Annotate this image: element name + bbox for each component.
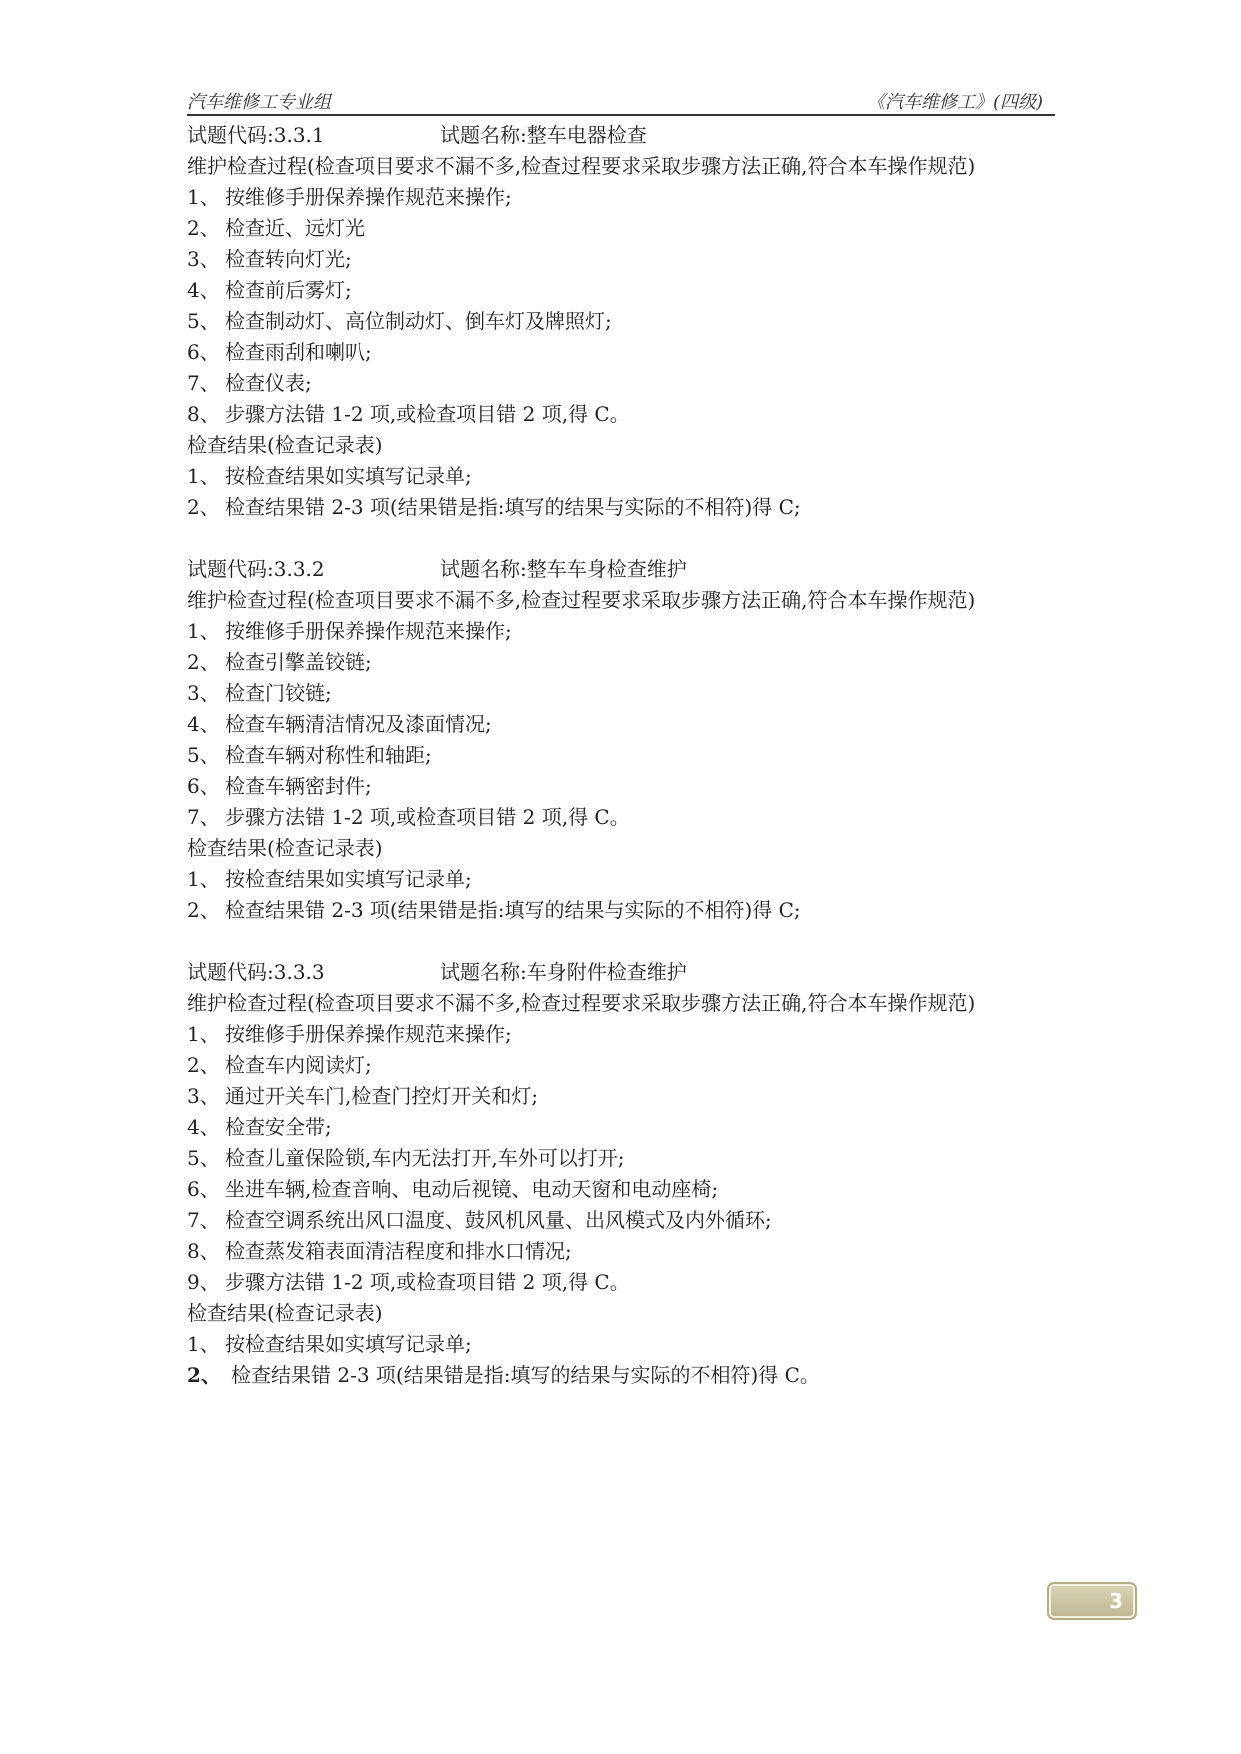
item-text: 检查门铰链; xyxy=(225,681,332,705)
item-number: 2、 xyxy=(187,1053,220,1077)
list-item xyxy=(187,275,1059,306)
item-number: 3、 xyxy=(187,681,220,705)
item-number: 4、 xyxy=(187,712,220,736)
process-title: 维护检查过程(检查项目要求不漏不多,检查过程要求采取步骤方法正确,符合本车操作规范) xyxy=(187,991,976,1015)
item-number: 3、 xyxy=(187,247,220,271)
list-item xyxy=(187,244,1059,275)
item-text: 检查安全带; xyxy=(225,1115,332,1139)
question-name: 试题名称:车身附件检查维护 xyxy=(440,960,687,984)
item-text: 检查引擎盖铰链; xyxy=(225,650,372,674)
item-number: 1、 xyxy=(187,185,220,209)
item-number: 3、 xyxy=(187,1084,220,1108)
list-item xyxy=(187,1267,1059,1298)
list-item xyxy=(187,771,1059,802)
result-title: 检查结果(检查记录表) xyxy=(187,836,383,860)
item-number: 2、 xyxy=(187,495,220,519)
item-number: 6、 xyxy=(187,774,220,798)
list-item xyxy=(187,616,1059,647)
list-item xyxy=(187,1329,1059,1360)
list-item xyxy=(187,306,1059,337)
list-item xyxy=(187,492,1059,523)
section-spacer xyxy=(187,926,1059,957)
item-number: 7、 xyxy=(187,1208,220,1232)
list-item xyxy=(187,461,1059,492)
list-item xyxy=(187,1360,1059,1391)
item-number: 5、 xyxy=(187,309,220,333)
item-text: 坐进车辆,检查音响、电动后视镜、电动天窗和电动座椅; xyxy=(225,1177,719,1201)
item-text: 按维修手册保养操作规范来操作; xyxy=(225,185,512,209)
item-text: 检查转向灯光; xyxy=(225,247,352,271)
list-item xyxy=(187,1205,1059,1236)
header-left-text: 汽车维修工专业组 xyxy=(187,92,331,113)
list-item xyxy=(187,1236,1059,1267)
result-title: 检查结果(检查记录表) xyxy=(187,433,383,457)
item-number: 9、 xyxy=(187,1270,220,1294)
section-heading xyxy=(187,957,1059,988)
item-text: 步骤方法错 1-2 项,或检查项目错 2 项,得 C。 xyxy=(225,805,630,829)
item-text: 通过开关车门,检查门控灯开关和灯; xyxy=(225,1084,539,1108)
list-item xyxy=(187,368,1059,399)
item-number: 6、 xyxy=(187,1177,220,1201)
list-item xyxy=(187,182,1059,213)
item-number: 4、 xyxy=(187,278,220,302)
item-number: 7、 xyxy=(187,371,220,395)
item-text: 按检查结果如实填写记录单; xyxy=(225,464,472,488)
item-text: 检查结果错 2-3 项(结果错是指:填写的结果与实际的不相符)得 C; xyxy=(225,898,801,922)
result-title: 检查结果(检查记录表) xyxy=(187,1301,383,1325)
section-heading xyxy=(187,554,1059,585)
list-item xyxy=(187,1112,1059,1143)
list-item xyxy=(187,213,1059,244)
list-item xyxy=(187,709,1059,740)
item-number: 4、 xyxy=(187,1115,220,1139)
item-number: 1、 xyxy=(187,1332,220,1356)
section xyxy=(187,554,1059,926)
list-item xyxy=(187,1050,1059,1081)
item-number: 1、 xyxy=(187,1022,220,1046)
section xyxy=(187,120,1059,523)
question-code: 试题代码:3.3.3 xyxy=(187,960,325,984)
item-text: 检查车辆对称性和轴距; xyxy=(225,743,432,767)
list-item xyxy=(187,1174,1059,1205)
item-text: 检查蒸发箱表面清洁程度和排水口情况; xyxy=(225,1239,572,1263)
process-title: 维护检查过程(检查项目要求不漏不多,检查过程要求采取步骤方法正确,符合本车操作规范) xyxy=(187,588,976,612)
process-title: 维护检查过程(检查项目要求不漏不多,检查过程要求采取步骤方法正确,符合本车操作规范) xyxy=(187,154,976,178)
item-number: 7、 xyxy=(187,805,220,829)
item-number: 1、 xyxy=(187,464,220,488)
item-text: 检查制动灯、高位制动灯、倒车灯及牌照灯; xyxy=(225,309,612,333)
question-code: 试题代码:3.3.1 xyxy=(187,123,325,147)
list-item xyxy=(187,399,1059,430)
item-number: 8、 xyxy=(187,402,220,426)
item-text: 按维修手册保养操作规范来操作; xyxy=(225,1022,512,1046)
header-right-text: 《汽车维修工》(四级) xyxy=(866,92,1043,113)
item-text: 检查结果错 2-3 项(结果错是指:填写的结果与实际的不相符)得 C。 xyxy=(231,1363,820,1387)
section xyxy=(187,957,1059,1391)
item-text: 检查近、远灯光 xyxy=(225,216,365,240)
list-item xyxy=(187,678,1059,709)
item-number: 1、 xyxy=(187,867,220,891)
item-number: 5、 xyxy=(187,743,220,767)
item-text: 按检查结果如实填写记录单; xyxy=(225,867,472,891)
item-text: 步骤方法错 1-2 项,或检查项目错 2 项,得 C。 xyxy=(225,402,630,426)
document-body xyxy=(187,120,1059,1391)
item-text: 按维修手册保养操作规范来操作; xyxy=(225,619,512,643)
item-number: 1、 xyxy=(187,619,220,643)
item-number: 5、 xyxy=(187,1146,220,1170)
item-text: 检查雨刮和喇叭; xyxy=(225,340,372,364)
question-name: 试题名称:整车车身检查维护 xyxy=(440,557,687,581)
item-text: 检查结果错 2-3 项(结果错是指:填写的结果与实际的不相符)得 C; xyxy=(225,495,801,519)
item-number: 6、 xyxy=(187,340,220,364)
item-text: 检查空调系统出风口温度、鼓风机风量、出风模式及内外循环; xyxy=(225,1208,772,1232)
item-text: 检查车辆清洁情况及漆面情况; xyxy=(225,712,492,736)
item-text: 检查仪表; xyxy=(225,371,312,395)
question-code: 试题代码:3.3.2 xyxy=(187,557,325,581)
item-text: 检查车内阅读灯; xyxy=(225,1053,372,1077)
item-text: 检查儿童保险锁,车内无法打开,车外可以打开; xyxy=(225,1146,625,1170)
section-heading xyxy=(187,120,1059,151)
item-number: 2、 xyxy=(187,216,220,240)
item-number: 8、 xyxy=(187,1239,220,1263)
list-item xyxy=(187,802,1059,833)
item-number: 2、 xyxy=(187,650,220,674)
list-item xyxy=(187,895,1059,926)
item-number: 2、 xyxy=(187,1363,221,1387)
list-item xyxy=(187,1143,1059,1174)
item-text: 检查车辆密封件; xyxy=(225,774,372,798)
item-number: 2、 xyxy=(187,898,220,922)
item-text: 按检查结果如实填写记录单; xyxy=(225,1332,472,1356)
list-item xyxy=(187,337,1059,368)
item-text: 检查前后雾灯; xyxy=(225,278,352,302)
list-item xyxy=(187,864,1059,895)
list-item xyxy=(187,1081,1059,1112)
page-number: 3 xyxy=(1109,1589,1123,1613)
question-name: 试题名称:整车电器检查 xyxy=(440,123,647,147)
section-spacer xyxy=(187,523,1059,554)
page-number-badge xyxy=(1047,1582,1137,1620)
list-item xyxy=(187,1019,1059,1050)
list-item xyxy=(187,647,1059,678)
item-text: 步骤方法错 1-2 项,或检查项目错 2 项,得 C。 xyxy=(225,1270,630,1294)
list-item xyxy=(187,740,1059,771)
page-header xyxy=(187,86,1055,116)
